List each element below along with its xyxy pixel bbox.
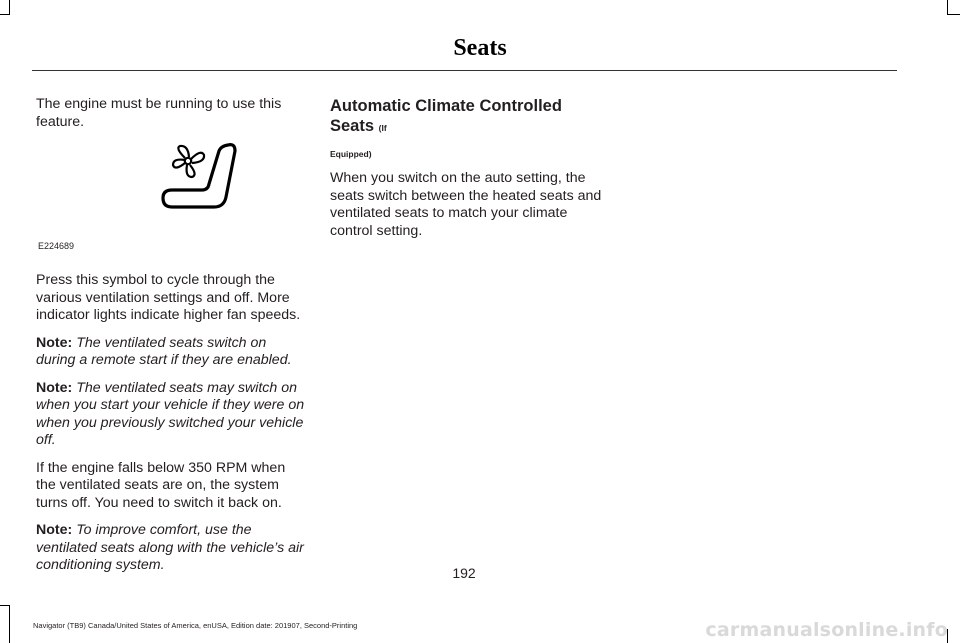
crop-mark xyxy=(9,0,10,14)
section-qualifier: (If xyxy=(378,123,387,133)
note-text: The ventilated seats may switch on when you start your vehicle if they were on when you previously switched your vehicle off. xyxy=(36,379,305,448)
note-label: Note: xyxy=(36,522,73,538)
crop-mark xyxy=(0,605,10,606)
paragraph: When you switch on the auto setting, the seats switch between the heated seats and ventilated seats to match your climate control setting. xyxy=(330,170,602,239)
section-heading xyxy=(330,96,605,138)
note xyxy=(36,380,308,450)
paragraph: Press this symbol to cycle through the various ventilation settings and off. More indicator lights indicate higher fan speeds. xyxy=(36,272,301,323)
note-text: To improve comfort, use the ventilated seats along with the vehicle’s air conditioning system. xyxy=(36,522,304,573)
right-column xyxy=(330,96,605,250)
paragraph: If the engine falls below 350 RPM when the ventilated seats are on, the system turns off. You need to switch it back on. xyxy=(36,459,286,511)
crop-mark xyxy=(947,14,960,15)
header-divider xyxy=(32,70,897,71)
page-title: Seats xyxy=(453,35,507,61)
note-text: The ventilated seats switch on during a remote start if they are enabled. xyxy=(36,334,292,368)
intro-text: The engine must be running to use this feature. xyxy=(36,96,282,130)
page-number: 192 xyxy=(452,565,476,581)
footer-text: Navigator (TB9) Canada/United States of America, enUSA, Edition date: 201907, Second-Printing xyxy=(33,621,358,630)
section-heading-text: Automatic Climate Controlled Seats xyxy=(330,97,562,135)
crop-mark xyxy=(0,14,10,15)
note-label: Note: xyxy=(36,334,73,351)
note xyxy=(36,335,308,370)
crop-mark xyxy=(9,605,10,643)
section-qualifier: Equipped) xyxy=(330,149,372,159)
note-label: Note: xyxy=(36,379,73,396)
figure xyxy=(36,141,308,262)
left-column xyxy=(36,96,308,585)
ventilated-seat-icon xyxy=(142,141,252,213)
watermark: carmanualsonline.info xyxy=(705,619,948,641)
figure-code: E224689 xyxy=(38,240,75,251)
crop-mark xyxy=(947,0,948,14)
